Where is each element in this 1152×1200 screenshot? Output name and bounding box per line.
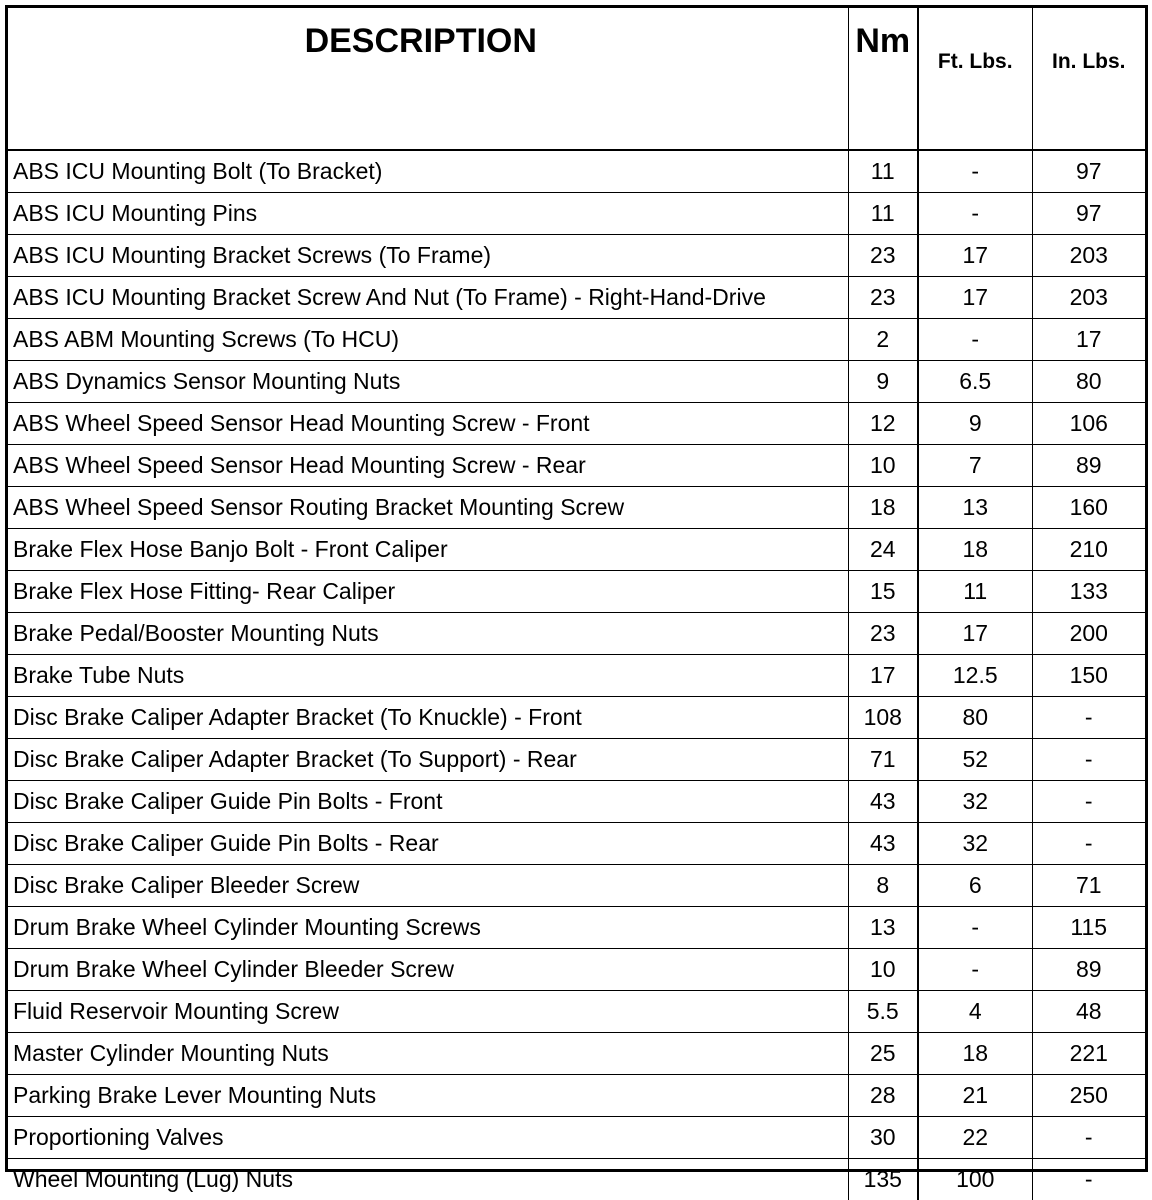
table-row	[8, 1033, 1145, 1075]
row-ft-lbs: 17	[918, 613, 1032, 655]
table-row	[8, 1159, 1145, 1200]
row-in-lbs: 97	[1032, 150, 1145, 193]
row-in-lbs: 115	[1032, 907, 1145, 949]
row-ft-lbs: 32	[918, 823, 1032, 865]
row-in-lbs: 133	[1032, 571, 1145, 613]
row-in-lbs: -	[1032, 1159, 1145, 1200]
row-nm: 135	[848, 1159, 918, 1200]
row-in-lbs: -	[1032, 739, 1145, 781]
row-nm: 43	[848, 823, 918, 865]
table-row	[8, 1117, 1145, 1159]
row-in-lbs: 17	[1032, 319, 1145, 361]
row-ft-lbs: 12.5	[918, 655, 1032, 697]
table-row	[8, 487, 1145, 529]
table-row	[8, 277, 1145, 319]
row-description: Brake Flex Hose Fitting- Rear Caliper	[8, 571, 848, 613]
row-ft-lbs: -	[918, 150, 1032, 193]
row-in-lbs: -	[1032, 781, 1145, 823]
row-description: ABS Dynamics Sensor Mounting Nuts	[8, 361, 848, 403]
row-nm: 28	[848, 1075, 918, 1117]
row-ft-lbs: 11	[918, 571, 1032, 613]
row-description: Brake Pedal/Booster Mounting Nuts	[8, 613, 848, 655]
row-description: Proportioning Valves	[8, 1117, 848, 1159]
table-header	[8, 8, 1145, 150]
row-nm: 5.5	[848, 991, 918, 1033]
table-row	[8, 739, 1145, 781]
header-ft-lbs: Ft. Lbs.	[918, 8, 1032, 150]
row-description: ABS ICU Mounting Bracket Screws (To Frame)	[8, 235, 848, 277]
row-nm: 24	[848, 529, 918, 571]
row-nm: 17	[848, 655, 918, 697]
row-description: Brake Tube Nuts	[8, 655, 848, 697]
row-nm: 8	[848, 865, 918, 907]
table-row	[8, 361, 1145, 403]
header-in-lbs: In. Lbs.	[1032, 8, 1145, 150]
row-ft-lbs: -	[918, 319, 1032, 361]
table-row	[8, 529, 1145, 571]
row-description: Disc Brake Caliper Guide Pin Bolts - Front	[8, 781, 848, 823]
header-nm: Nm	[848, 8, 918, 150]
row-ft-lbs: 9	[918, 403, 1032, 445]
table-row	[8, 991, 1145, 1033]
row-in-lbs: 89	[1032, 445, 1145, 487]
row-description: Brake Flex Hose Banjo Bolt - Front Caliper	[8, 529, 848, 571]
row-in-lbs: 80	[1032, 361, 1145, 403]
row-description: Disc Brake Caliper Adapter Bracket (To Knuckle) - Front	[8, 697, 848, 739]
row-in-lbs: 71	[1032, 865, 1145, 907]
row-ft-lbs: 52	[918, 739, 1032, 781]
row-ft-lbs: 17	[918, 277, 1032, 319]
row-nm: 2	[848, 319, 918, 361]
table-row	[8, 949, 1145, 991]
row-nm: 23	[848, 277, 918, 319]
row-description: ABS ICU Mounting Bolt (To Bracket)	[8, 150, 848, 193]
table-row	[8, 655, 1145, 697]
row-in-lbs: 89	[1032, 949, 1145, 991]
row-ft-lbs: 7	[918, 445, 1032, 487]
row-description: ABS Wheel Speed Sensor Routing Bracket Mounting Screw	[8, 487, 848, 529]
table-row	[8, 235, 1145, 277]
row-ft-lbs: 4	[918, 991, 1032, 1033]
row-ft-lbs: 100	[918, 1159, 1032, 1200]
row-description: Disc Brake Caliper Bleeder Screw	[8, 865, 848, 907]
row-description: Master Cylinder Mounting Nuts	[8, 1033, 848, 1075]
row-nm: 11	[848, 193, 918, 235]
table-row	[8, 907, 1145, 949]
row-ft-lbs: -	[918, 193, 1032, 235]
row-description: Wheel Mounting (Lug) Nuts	[8, 1159, 848, 1200]
row-ft-lbs: 18	[918, 1033, 1032, 1075]
row-nm: 43	[848, 781, 918, 823]
row-in-lbs: 203	[1032, 235, 1145, 277]
table-row	[8, 781, 1145, 823]
row-nm: 15	[848, 571, 918, 613]
row-ft-lbs: 6.5	[918, 361, 1032, 403]
row-nm: 18	[848, 487, 918, 529]
row-nm: 108	[848, 697, 918, 739]
row-in-lbs: 203	[1032, 277, 1145, 319]
row-description: Drum Brake Wheel Cylinder Mounting Screws	[8, 907, 848, 949]
table-body	[8, 150, 1145, 1200]
row-in-lbs: 150	[1032, 655, 1145, 697]
row-in-lbs: 97	[1032, 193, 1145, 235]
row-nm: 10	[848, 445, 918, 487]
row-ft-lbs: -	[918, 907, 1032, 949]
row-description: ABS ABM Mounting Screws (To HCU)	[8, 319, 848, 361]
row-nm: 13	[848, 907, 918, 949]
row-description: ABS ICU Mounting Pins	[8, 193, 848, 235]
row-description: Fluid Reservoir Mounting Screw	[8, 991, 848, 1033]
row-description: ABS Wheel Speed Sensor Head Mounting Screw - Front	[8, 403, 848, 445]
row-ft-lbs: 17	[918, 235, 1032, 277]
row-nm: 9	[848, 361, 918, 403]
table-row	[8, 445, 1145, 487]
table-row	[8, 613, 1145, 655]
row-description: ABS Wheel Speed Sensor Head Mounting Screw - Rear	[8, 445, 848, 487]
row-nm: 11	[848, 150, 918, 193]
row-ft-lbs: 32	[918, 781, 1032, 823]
row-ft-lbs: 13	[918, 487, 1032, 529]
row-ft-lbs: 80	[918, 697, 1032, 739]
row-in-lbs: -	[1032, 823, 1145, 865]
row-in-lbs: 160	[1032, 487, 1145, 529]
row-in-lbs: 200	[1032, 613, 1145, 655]
table-row	[8, 319, 1145, 361]
table-row	[8, 193, 1145, 235]
row-ft-lbs: 21	[918, 1075, 1032, 1117]
table-row	[8, 403, 1145, 445]
table-row	[8, 823, 1145, 865]
row-ft-lbs: -	[918, 949, 1032, 991]
header-description: DESCRIPTION	[8, 8, 848, 150]
row-nm: 23	[848, 613, 918, 655]
table-row	[8, 697, 1145, 739]
row-nm: 25	[848, 1033, 918, 1075]
row-in-lbs: -	[1032, 697, 1145, 739]
row-ft-lbs: 22	[918, 1117, 1032, 1159]
row-nm: 23	[848, 235, 918, 277]
row-description: ABS ICU Mounting Bracket Screw And Nut (To Frame) - Right-Hand-Drive	[8, 277, 848, 319]
torque-spec-table-frame	[5, 5, 1148, 1172]
row-in-lbs: 210	[1032, 529, 1145, 571]
table-row	[8, 571, 1145, 613]
row-nm: 12	[848, 403, 918, 445]
row-description: Disc Brake Caliper Guide Pin Bolts - Rear	[8, 823, 848, 865]
row-ft-lbs: 6	[918, 865, 1032, 907]
row-ft-lbs: 18	[918, 529, 1032, 571]
header-row	[8, 8, 1145, 150]
row-description: Parking Brake Lever Mounting Nuts	[8, 1075, 848, 1117]
row-description: Disc Brake Caliper Adapter Bracket (To Support) - Rear	[8, 739, 848, 781]
torque-spec-table	[8, 8, 1145, 1200]
row-in-lbs: -	[1032, 1117, 1145, 1159]
row-in-lbs: 221	[1032, 1033, 1145, 1075]
row-nm: 30	[848, 1117, 918, 1159]
table-row	[8, 150, 1145, 193]
row-nm: 71	[848, 739, 918, 781]
row-nm: 10	[848, 949, 918, 991]
row-in-lbs: 48	[1032, 991, 1145, 1033]
row-in-lbs: 106	[1032, 403, 1145, 445]
table-row	[8, 1075, 1145, 1117]
row-in-lbs: 250	[1032, 1075, 1145, 1117]
row-description: Drum Brake Wheel Cylinder Bleeder Screw	[8, 949, 848, 991]
table-row	[8, 865, 1145, 907]
